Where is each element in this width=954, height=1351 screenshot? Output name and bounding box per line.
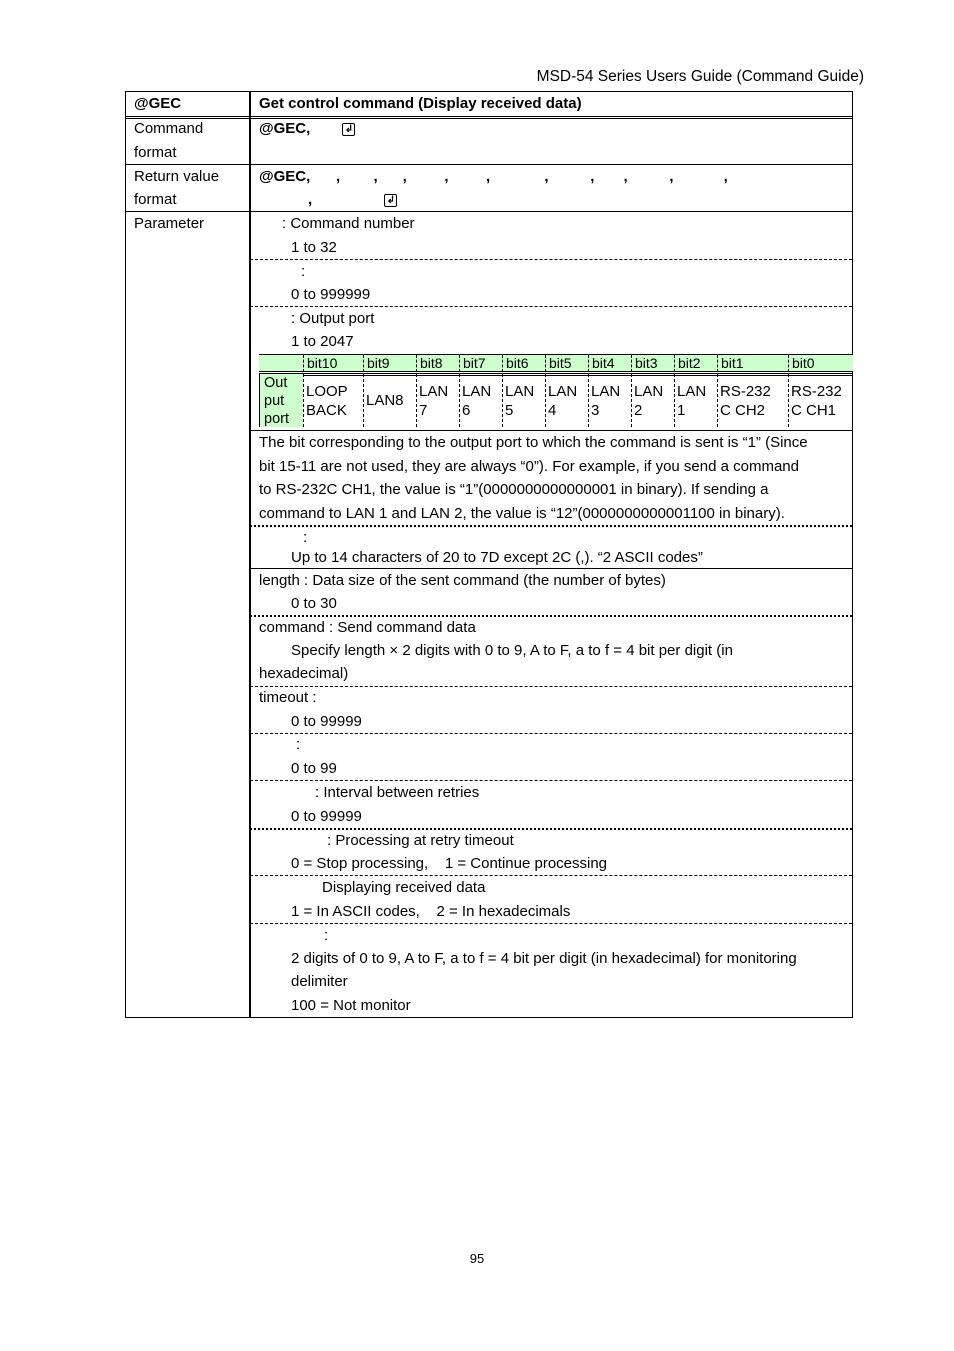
param-timeout-desc: timeout : xyxy=(259,689,317,706)
port-name-loopback xyxy=(303,374,363,427)
bit-explanation-line: bit 15-11 are not used, they are always “0”). For example, if you send a command xyxy=(259,458,799,475)
port-name-lan8 xyxy=(363,374,416,427)
port-name-lan6 xyxy=(459,374,502,427)
page-number: 95 xyxy=(469,1251,485,1266)
row-label-line: port xyxy=(264,411,289,427)
port-name-line: C CH2 xyxy=(720,402,766,419)
param-delimiter-spec-2: delimiter xyxy=(291,973,348,990)
port-name-line: BACK xyxy=(306,402,347,419)
param-retry-desc: : xyxy=(296,736,301,753)
param-length-range: 0 to 30 xyxy=(291,595,337,612)
param-interval-desc: : Interval between retries xyxy=(315,784,480,801)
command-description: Get control command (Display received data) xyxy=(259,95,582,112)
port-name-lan5 xyxy=(502,374,545,427)
port-name-lan2 xyxy=(631,374,674,427)
param-divider xyxy=(250,686,852,687)
port-name-rs232c-ch2 xyxy=(717,374,788,427)
enter-key-icon: ↲ xyxy=(384,194,397,207)
bit-header-row xyxy=(259,354,853,372)
param-display-desc: Displaying received data xyxy=(322,879,486,896)
port-name-line: 2 xyxy=(634,402,643,419)
param-delimiter-spec: 2 digits of 0 to 9, A to F, a to f = 4 bit per digit (in hexadecimal) for monitoring xyxy=(291,950,797,967)
port-name-lan7 xyxy=(416,374,459,427)
port-name-lan1 xyxy=(674,374,717,427)
bit-header-cell: bit10 xyxy=(303,355,363,372)
port-name-line: 6 xyxy=(462,402,471,419)
port-name-line: RS-232 xyxy=(720,383,771,400)
param-length-desc: length : Data size of the sent command (the number of bytes) xyxy=(259,572,666,589)
param-retry-range: 0 to 99 xyxy=(291,760,337,777)
param-process-values: 0 = Stop processing, 1 = Continue processing xyxy=(291,855,608,872)
command-format-label-2: format xyxy=(134,144,177,161)
port-name-line: LAN xyxy=(548,383,578,400)
port-name-line: 4 xyxy=(548,402,557,419)
param-id-desc: : xyxy=(301,263,306,280)
command-name: @GEC xyxy=(134,95,182,112)
bit-header-cell: bit0 xyxy=(788,355,853,372)
bit-header-cell: bit4 xyxy=(588,355,631,372)
command-format-label: Command xyxy=(134,120,204,137)
param-divider xyxy=(250,525,852,527)
port-name-line: LAN xyxy=(591,383,621,400)
bit-explanation-line: The bit corresponding to the output port to which the command is sent is “1” (Since xyxy=(259,434,808,451)
return-value-value: @GEC, xyxy=(259,168,311,185)
param-process-desc: : Processing at retry timeout xyxy=(327,832,514,849)
bit-header-cell: bit3 xyxy=(631,355,674,372)
param-display-values: 1 = In ASCII codes, 2 = In hexadecimals xyxy=(291,903,571,920)
row-divider xyxy=(126,116,852,119)
port-name-line: LAN xyxy=(634,383,664,400)
param-delimiter-desc: : xyxy=(324,927,329,944)
param-delimiter-none: 100 = Not monitor xyxy=(291,997,411,1014)
command-format-value xyxy=(259,117,355,140)
bit-header-cell: bit8 xyxy=(416,355,459,372)
port-name-line: 3 xyxy=(591,402,600,419)
port-name-line: LAN xyxy=(677,383,707,400)
param-command-number-range: 1 to 32 xyxy=(291,239,337,256)
port-name-lan3 xyxy=(588,374,631,427)
port-name-line: 5 xyxy=(505,402,514,419)
port-name-rs232c-ch1 xyxy=(788,374,853,427)
param-command-desc: command : Send command data xyxy=(259,619,476,636)
param-divider xyxy=(250,733,852,734)
bit-header-cell: bit9 xyxy=(363,355,416,372)
param-timeout-range: 0 to 99999 xyxy=(291,713,362,730)
page-header-title: MSD-54 Series Users Guide (Command Guide) xyxy=(536,68,864,85)
port-name-line: 7 xyxy=(419,402,428,419)
param-command-number-desc: : Command number xyxy=(282,215,415,232)
row-label-line: Out xyxy=(264,375,288,391)
column-separator xyxy=(249,92,251,1017)
output-port-bit-table xyxy=(259,354,853,427)
bit-explanation-line: to RS-232C CH1, the value is “1”(0000000000000001 in binary). If sending a xyxy=(259,481,769,498)
bit-header-cell: bit1 xyxy=(717,355,788,372)
param-divider xyxy=(250,259,852,260)
port-name-line: LOOP xyxy=(306,383,348,400)
return-value-separators: , , , , , , , , , , xyxy=(336,168,728,185)
param-command-spec: Specify length × 2 digits with 0 to 9, A to F, a to f = 4 bit per digit (in xyxy=(291,642,733,659)
port-name-line: 1 xyxy=(677,402,686,419)
enter-key-icon: ↲ xyxy=(342,123,355,136)
param-interval-range: 0 to 99999 xyxy=(291,808,362,825)
port-name-line: RS-232 xyxy=(791,383,842,400)
command-table xyxy=(125,91,853,1018)
port-name-line: LAN xyxy=(462,383,492,400)
param-name-desc: : xyxy=(303,529,308,546)
param-output-port-desc: : Output port xyxy=(291,310,375,327)
param-name-range: Up to 14 characters of 20 to 7D except 2C (,). “2 ASCII codes” xyxy=(291,549,703,566)
command-format-text: @GEC, xyxy=(259,120,311,137)
port-name-line: C CH1 xyxy=(791,402,837,419)
row-label-line: put xyxy=(264,393,285,409)
param-divider xyxy=(250,923,852,924)
bit-header-cell: bit5 xyxy=(545,355,588,372)
port-name-lan4 xyxy=(545,374,588,427)
return-value-label: Return value xyxy=(134,168,220,185)
param-output-port-range: 1 to 2047 xyxy=(291,333,354,350)
return-value-label-2: format xyxy=(134,191,177,208)
return-value-comma: , xyxy=(308,191,313,208)
port-name-line: LAN xyxy=(505,383,535,400)
bit-header-cell: bit2 xyxy=(674,355,717,372)
row-divider xyxy=(126,211,852,212)
bit-header-cell: bit7 xyxy=(459,355,502,372)
output-port-row-label xyxy=(259,374,303,427)
param-command-spec-2: hexadecimal) xyxy=(259,665,349,682)
port-name-line: LAN8 xyxy=(366,392,404,409)
param-id-range: 0 to 999999 xyxy=(291,286,371,303)
bit-explanation-line: command to LAN 1 and LAN 2, the value is “12”(0000000000001100 in binary). xyxy=(259,505,785,522)
parameter-label: Parameter xyxy=(134,215,205,232)
port-name-line: LAN xyxy=(419,383,449,400)
return-value-separator-2 xyxy=(308,188,397,211)
bit-header-cell: bit6 xyxy=(502,355,545,372)
